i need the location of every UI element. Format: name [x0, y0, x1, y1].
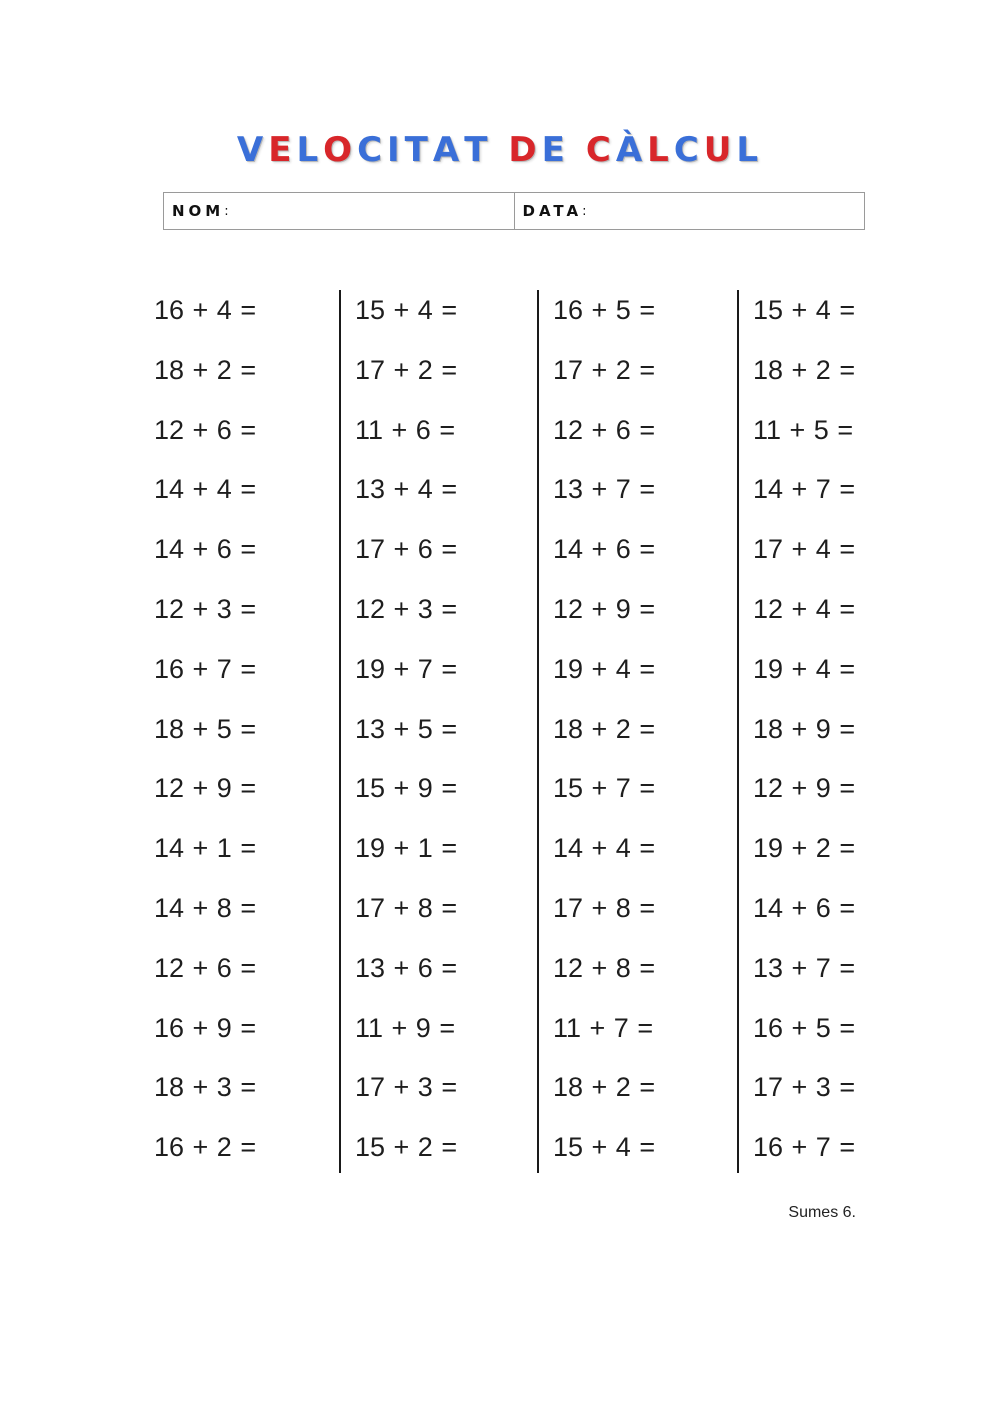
exercise-item: 12 + 4 = — [753, 594, 856, 624]
exercise-item: 13 + 5 = — [355, 713, 458, 744]
title-letter: I — [387, 130, 405, 170]
exercise-item: 14 + 6 = — [553, 534, 656, 565]
exercise-item: 12 + 9 = — [753, 773, 856, 804]
exercise-item: 12 + 9 = — [553, 594, 656, 624]
title-letter: O — [323, 130, 358, 170]
exercise-item: 14 + 6 = — [753, 893, 856, 923]
exercise-item: 17 + 8 = — [355, 893, 458, 923]
date-label: DATA — [522, 202, 583, 220]
name-date-box — [163, 192, 865, 230]
exercise-item: 11 + 5 = — [753, 414, 854, 445]
exercise-item: 19 + 7 = — [355, 653, 458, 684]
exercise-item: 13 + 6 = — [355, 952, 458, 983]
exercise-item: 16 + 5 = — [753, 1012, 856, 1043]
exercise-item: 15 + 9 = — [355, 773, 458, 804]
title-letter: C — [673, 130, 704, 170]
exercise-item: 12 + 8 = — [553, 952, 656, 983]
exercise-item: 15 + 4 = — [355, 295, 458, 325]
exercise-item: 17 + 6 = — [355, 534, 458, 565]
exercise-item: 12 + 3 = — [355, 594, 458, 624]
exercise-item: 17 + 8 = — [553, 893, 656, 923]
exercise-item: 16 + 4 = — [154, 295, 257, 325]
title-letter: E — [541, 130, 570, 170]
exercise-item: 12 + 6 = — [553, 414, 656, 445]
exercise-item: 16 + 7 = — [753, 1132, 856, 1163]
exercise-column-2 — [339, 290, 458, 1173]
exercise-item: 15 + 4 = — [753, 295, 856, 325]
exercise-item: 16 + 5 = — [553, 295, 656, 325]
exercise-item: 18 + 9 = — [753, 713, 856, 744]
footer-label: Sumes 6. — [788, 1204, 856, 1221]
name-label: NOM — [172, 202, 225, 220]
exercise-item: 13 + 4 = — [355, 474, 458, 505]
exercise-item: 14 + 8 = — [154, 893, 257, 923]
exercise-item: 18 + 2 = — [553, 1072, 656, 1103]
exercise-item: 13 + 7 = — [753, 952, 856, 983]
exercise-item: 11 + 9 = — [355, 1012, 456, 1043]
exercise-item: 14 + 7 = — [753, 474, 856, 505]
exercise-item: 11 + 7 = — [553, 1012, 654, 1043]
exercise-item: 19 + 2 = — [753, 833, 856, 864]
exercise-item: 12 + 6 = — [154, 414, 257, 445]
exercise-item: 12 + 3 = — [154, 594, 257, 624]
exercise-item: 17 + 3 = — [753, 1072, 856, 1103]
exercise-column-4 — [737, 290, 856, 1173]
exercise-item: 17 + 4 = — [753, 534, 856, 565]
exercise-item: 14 + 1 = — [154, 833, 257, 864]
date-field[interactable] — [514, 193, 865, 229]
exercise-item: 19 + 1 = — [355, 833, 458, 864]
title-letter: T — [404, 130, 433, 170]
exercise-item: 14 + 4 = — [553, 833, 656, 864]
exercise-item: 12 + 6 = — [154, 952, 257, 983]
title-letter: C — [585, 130, 616, 170]
exercise-item: 16 + 2 = — [154, 1132, 257, 1163]
exercise-item: 12 + 9 = — [154, 773, 257, 804]
exercise-item: 18 + 5 = — [154, 713, 257, 744]
exercise-item: 17 + 2 = — [355, 354, 458, 385]
title-letter: T — [464, 130, 493, 170]
name-colon: : — [224, 203, 229, 219]
exercise-item: 14 + 4 = — [154, 474, 257, 505]
exercise-item: 15 + 2 = — [355, 1132, 458, 1163]
title-letter: L — [296, 130, 324, 170]
title-letter: L — [647, 130, 674, 170]
exercise-item: 18 + 2 = — [753, 354, 856, 385]
exercise-item: 19 + 4 = — [753, 653, 856, 684]
title-letter: A — [432, 130, 465, 170]
exercise-item: 11 + 6 = — [355, 414, 456, 445]
page-title — [0, 128, 1000, 172]
name-field[interactable] — [164, 193, 514, 229]
exercise-item: 17 + 2 = — [553, 354, 656, 385]
exercise-item: 17 + 3 = — [355, 1072, 458, 1103]
title-letter: L — [736, 130, 764, 170]
exercise-item: 13 + 7 = — [553, 474, 656, 505]
exercise-column-3 — [537, 290, 656, 1173]
exercise-item: 18 + 2 = — [154, 354, 257, 385]
exercise-item: 18 + 2 = — [553, 713, 656, 744]
title-letter: D — [508, 130, 542, 170]
title-letter: U — [703, 130, 737, 170]
title-letter: C — [357, 130, 388, 170]
title-letter: À — [615, 130, 648, 170]
exercise-item: 18 + 3 = — [154, 1072, 257, 1103]
exercise-item: 15 + 7 = — [553, 773, 656, 804]
exercise-item: 14 + 6 = — [154, 534, 257, 565]
exercise-item: 15 + 4 = — [553, 1132, 656, 1163]
exercise-item: 19 + 4 = — [553, 653, 656, 684]
exercise-item: 16 + 7 = — [154, 653, 257, 684]
exercise-item: 16 + 9 = — [154, 1012, 257, 1043]
title-letter: E — [268, 130, 297, 170]
date-colon: : — [582, 203, 587, 219]
title-letter: V — [236, 130, 269, 170]
